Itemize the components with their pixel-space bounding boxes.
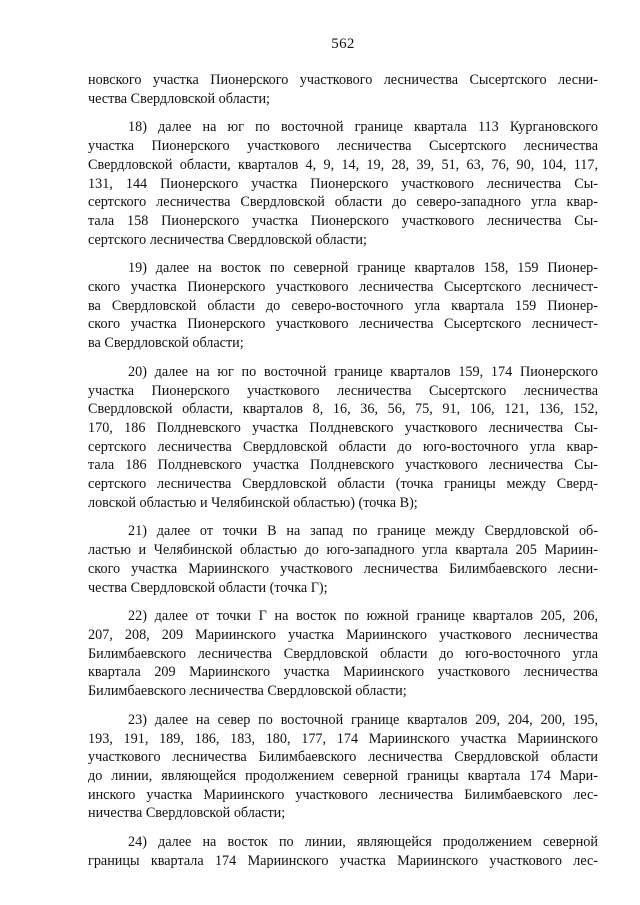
text-line: участка Пионерского участкового лесничества Сысертского лесничества (88, 138, 598, 155)
text-line: 207, 208, 209 Мариинского участка Мариинского участкового лесничества (88, 626, 598, 643)
text-line: до линии, являющейся продолжением северной границы квартала 174 Мари- (88, 767, 598, 784)
text-line: ского участка Мариинского участкового лесничества Билимбаевского лесни- (88, 560, 598, 577)
body-text (88, 71, 598, 870)
text-line: сертского лесничества Свердловской области до юго-восточного угла квар- (88, 438, 598, 455)
paragraph (88, 71, 598, 108)
text-line: тала 186 Полдневского участка Полдневского участкового лесничества Сы- (88, 457, 598, 474)
paragraph (88, 607, 598, 701)
text-line: ва Свердловской области до северо-восточного угла квартала 159 Пионер- (88, 297, 598, 314)
text-line: 18) далее на юг по восточной границе квартала 113 Кургановского (128, 119, 598, 136)
text-line: сертского лесничества Свердловской области до северо-западного угла квар- (88, 194, 598, 211)
text-line: 131, 144 Пионерского участка Пионерского участкового лесничества Сы- (88, 175, 598, 192)
text-line: участкового лесничества Билимбаевского лесничества Свердловской области (88, 749, 598, 766)
paragraph (88, 118, 598, 249)
text-line: 24) далее на восток по линии, являющейся продолжением северной (128, 834, 598, 851)
text-line: чества Свердловской области (точка Г); (88, 579, 328, 596)
paragraph (88, 522, 598, 597)
paragraph (88, 363, 598, 513)
text-line: 170, 186 Полдневского участка Полдневского участкового лесничества Сы- (88, 419, 598, 436)
text-line: чества Свердловской области; (88, 90, 270, 107)
text-line: ского участка Пионерского участкового лесничества Сысертского лесничест- (88, 316, 598, 333)
text-line: ва Свердловской области; (88, 335, 244, 352)
text-line: ловской областью и Челябинской областью) (точка В); (88, 494, 418, 511)
paragraph (88, 711, 598, 823)
text-line: квартала 209 Мариинского участка Мариинского участкового лесничества (88, 664, 598, 681)
text-line: участка Пионерского участкового лесничества Сысертского лесничества (88, 382, 598, 399)
text-line: тала 158 Пионерского участка Пионерского участкового лесничества Сы- (88, 212, 598, 229)
paragraph (88, 259, 598, 353)
page-number: 562 (331, 36, 355, 52)
text-line: новского участка Пионерского участкового лесничества Сысертского лесни- (88, 72, 598, 88)
text-line: 19) далее на восток по северной границе кварталов 158, 159 Пионер- (128, 260, 598, 277)
text-line: Свердловской области, кварталов 8, 16, 36, 56, 75, 91, 106, 121, 136, 152, (88, 401, 598, 418)
text-line: 20) далее на юг по восточной границе кварталов 159, 174 Пионерского (128, 363, 598, 380)
text-line: границы квартала 174 Мариинского участка Мариинского участкового лес- (88, 852, 598, 869)
text-line: 21) далее от точки В на запад по границе между Свердловской об- (128, 523, 598, 540)
paragraph (88, 833, 598, 870)
text-line: ского участка Пионерского участкового лесничества Сысертского лесничест- (88, 279, 598, 296)
text-line: инского участка Мариинского участкового лесничества Билимбаевского лес- (88, 786, 598, 803)
text-line: сертского лесничества Свердловской области; (88, 231, 367, 248)
text-line: Свердловской области, кварталов 4, 9, 14, 19, 28, 39, 51, 63, 76, 90, 104, 117, (88, 156, 598, 173)
text-line: ластью и Челябинской областью до юго-западного угла квартала 205 Мариин- (88, 542, 598, 559)
text-line: Билимбаевского лесничества Свердловской области; (88, 683, 407, 700)
text-line: ничества Свердловской области; (88, 805, 286, 822)
text-line: сертского лесничества Свердловской области (точка границы между Сверд- (88, 476, 598, 493)
text-line: Билимбаевского лесничества Свердловской области до юго-восточного угла (88, 645, 598, 662)
text-line: 23) далее на север по восточной границе кварталов 209, 204, 200, 195, (128, 711, 598, 728)
text-line: 193, 191, 189, 186, 183, 180, 177, 174 Мариинского участка Мариинского (88, 730, 598, 747)
text-line: 22) далее от точки Г на восток по южной границе кварталов 205, 206, (128, 608, 598, 625)
